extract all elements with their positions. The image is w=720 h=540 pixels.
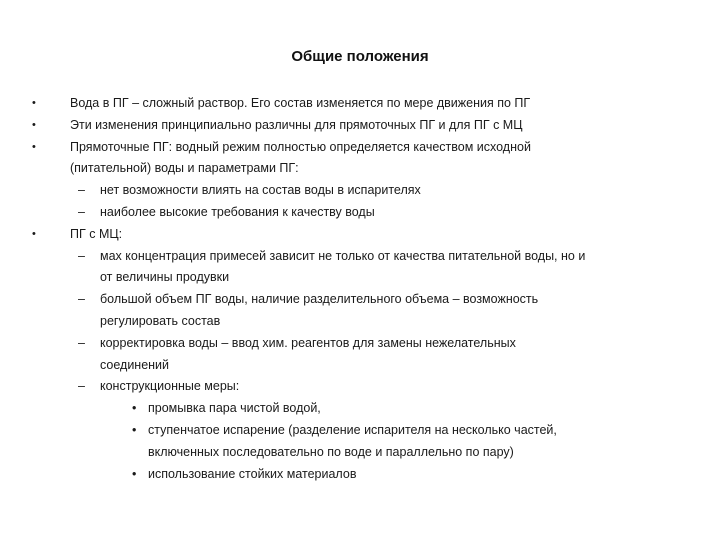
bullet-dot: • <box>132 422 137 437</box>
sub-item-text: мах концентрация примесей зависит не только от качества питательной воды, но и <box>100 248 586 263</box>
dash-marker: – <box>78 335 85 350</box>
sub-item-text: наиболее высокие требования к качеству воды <box>100 204 375 219</box>
sub-sub-item-text-continuation: включенных последовательно по воде и параллельно по пару) <box>148 444 514 459</box>
list-item <box>32 93 690 115</box>
bullet-dot: • <box>132 466 137 481</box>
bullet-dot: • <box>32 118 36 131</box>
bullet-dot: • <box>32 227 36 240</box>
bullet-list <box>32 93 690 485</box>
item-text: Вода в ПГ – сложный раствор. Его состав изменяется по мере движения по ПГ <box>70 96 531 110</box>
sub-item-text-continuation: регулировать состав <box>100 313 221 328</box>
sub-item-text: конструкционные меры: <box>100 379 240 394</box>
list-item <box>32 137 690 181</box>
sub-sub-item-text: использование стойких материалов <box>148 466 357 481</box>
dash-marker: – <box>78 379 85 394</box>
list-item <box>32 224 690 246</box>
list-item <box>32 115 690 137</box>
sub-sub-item-text: промывка пара чистой водой, <box>148 401 321 416</box>
sub-item-text: нет возможности влиять на состав воды в испарителях <box>100 183 421 198</box>
sub-sub-list-item <box>40 464 690 486</box>
sub-list-item <box>40 202 690 224</box>
dash-marker: – <box>78 292 85 307</box>
sub-sub-list-item <box>40 398 690 420</box>
item-text: Эти изменения принципиально различны для прямоточных ПГ и для ПГ с МЦ <box>70 117 523 132</box>
sub-item-text-continuation: от величины продувки <box>100 270 230 285</box>
slide-title: Общие положения <box>291 48 429 65</box>
sub-item-text: большой объем ПГ воды, наличие разделительного объема – возможность <box>100 292 539 307</box>
dash-marker: – <box>78 183 85 198</box>
bullet-dot: • <box>32 97 36 109</box>
dash-marker: – <box>78 248 85 263</box>
sub-list-item <box>40 246 690 290</box>
item-text: ПГ с МЦ: <box>70 226 123 241</box>
sub-list-item <box>40 333 690 377</box>
sub-list-item <box>40 289 690 333</box>
item-text: Прямоточные ПГ: водный режим полностью определяется качеством исходной <box>70 139 531 154</box>
bullet-dot: • <box>132 401 137 416</box>
sub-list-item <box>40 180 690 202</box>
dash-marker: – <box>78 204 85 219</box>
bullet-dot: • <box>32 140 36 153</box>
sub-list-item <box>40 376 690 398</box>
sub-sub-item-text: ступенчатое испарение (разделение испарителя на несколько частей, <box>148 422 557 437</box>
sub-item-text-continuation: соединений <box>100 357 170 372</box>
sub-item-text: корректировка воды – ввод хим. реагентов для замены нежелательных <box>100 335 516 350</box>
sub-sub-list-item <box>40 420 690 464</box>
item-text-continuation: (питательной) воды и параметрами ПГ: <box>70 161 299 176</box>
